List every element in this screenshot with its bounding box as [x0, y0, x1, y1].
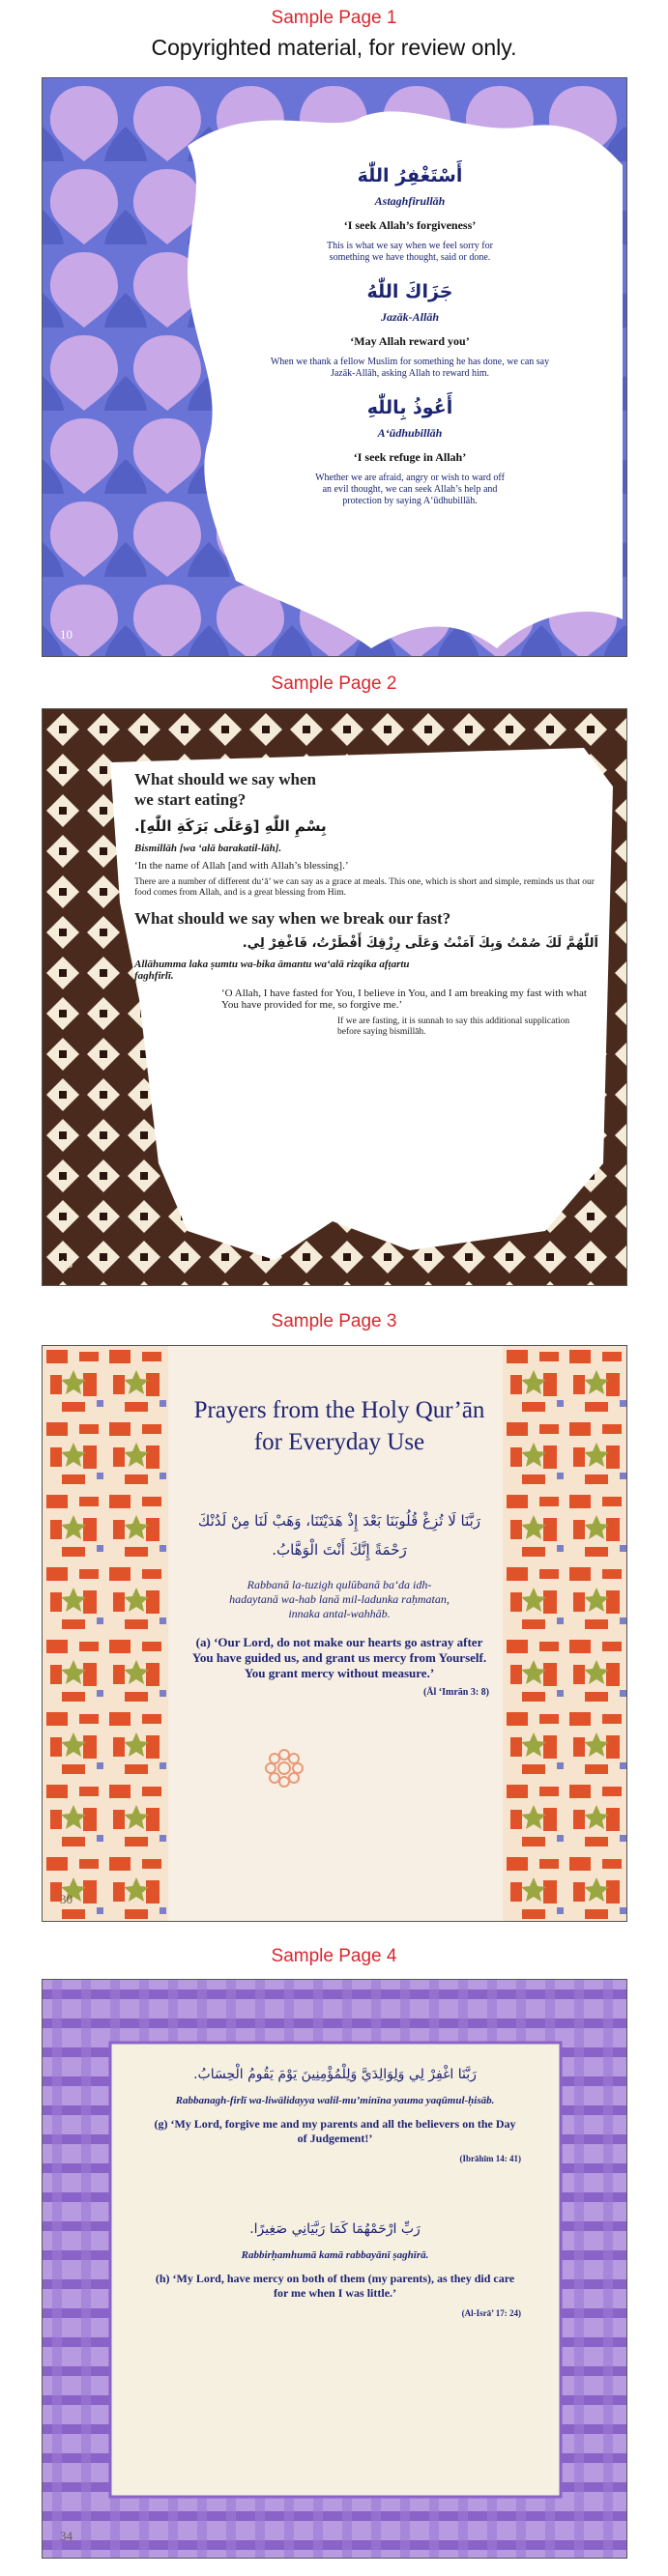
quran-reference: (Al-Isrā’ 17: 24) — [461, 2308, 521, 2318]
entry-g — [149, 2067, 521, 2163]
page-number: 16 — [60, 1256, 73, 1271]
page2-text-block — [134, 769, 598, 1047]
page1-text-block — [207, 165, 613, 525]
description: This is what we say when we feel sorry for something we have thought, said or done. — [327, 241, 493, 263]
page-number: 34 — [60, 2529, 73, 2543]
quran-reference: (Āl ‘Imrān 3: 8) — [422, 1687, 489, 1698]
transliteration: Allāhumma laka ṣumtu wa-bika āmantu wa‘alā rizqika afṭartu faghfirlī. — [134, 959, 410, 982]
page-title: Prayers from the Holy Qur’ān for Everyday Use — [193, 1397, 485, 1455]
transliteration: Rabbirḥamhumā kamā rabbayānī ṣaghīrā. — [241, 2249, 429, 2261]
entry-astaghfirullah — [207, 165, 613, 264]
english-translation: ‘O Allah, I have fasted for You, I believe in You, and I am breaking my fast with what You have provided for me, so forgive me.’ — [221, 987, 587, 1011]
heading-break-fast: What should we say when we break our fast? — [134, 909, 451, 928]
sample-page-3 — [42, 1345, 627, 1922]
description: Whether we are afraid, angry or wish to ward off an evil thought, we can seek Allah’s help and protection by saying A‘ūdhubillāh. — [315, 472, 505, 506]
entry-h — [149, 2221, 521, 2318]
english-translation: (g) ‘My Lord, forgive me and my parents and all the believers on the Day of Judgement!’ — [154, 2117, 516, 2145]
rosette-ornament-icon — [263, 1747, 305, 1789]
description: If we are fasting, it is sunnah to say this additional supplication before saying bismillāh. — [337, 1016, 570, 1037]
arabic-text: جَزَاكَ اللّٰهُ — [366, 281, 453, 302]
sample-page-4 — [42, 1979, 627, 2559]
quran-reference: (Ibrāhīm 14: 41) — [459, 2154, 521, 2163]
transliteration: Rabbanagh-firlī wa-liwālidayya walil-mu’minīna yauma yaqūmul-ḥisāb. — [175, 2095, 495, 2106]
sample-page-3-label: Sample Page 3 — [271, 1311, 397, 1331]
english-translation: ‘May Allah reward you’ — [350, 334, 470, 348]
left-geometric-strip — [43, 1346, 168, 1922]
page-number: 30 — [60, 1892, 73, 1906]
page3-text-block — [189, 1394, 489, 1698]
entry-audhubillah — [207, 397, 613, 507]
copyright-notice: Copyrighted material, for review only. — [151, 35, 517, 60]
arabic-text: رَبَّنَا اغْفِرْ لِي وَلِوَالِدَيَّ وَلِلْمُؤْمِنِينَ يَوْمَ يَقُومُ الْحِسَابُ. — [193, 2067, 477, 2082]
sample-page-2-label: Sample Page 2 — [271, 673, 397, 694]
arabic-text: رَبِّ ارْحَمْهُمَا كَمَا رَبَّيَانِي صَغِيرًا. — [249, 2221, 421, 2237]
entry-jazakallah — [207, 281, 613, 380]
arabic-text: أَسْتَغْفِرُ اللّٰهَ — [357, 165, 463, 186]
right-geometric-strip — [503, 1346, 626, 1922]
description: When we thank a fellow Muslim for something he has done, we can say Jazāk-Allāh, asking Allah to reward him. — [270, 357, 550, 379]
transliteration: Astaghfirullāh — [374, 194, 446, 208]
english-translation: (a) ‘Our Lord, do not make our hearts go astray after You have guided us, and grant us mercy from Yourself. You grant mercy without measure.’ — [191, 1635, 487, 1680]
sample-page-4-label: Sample Page 4 — [271, 1946, 397, 1966]
arabic-text: رَبَّنَا لَا تُزِغْ قُلُوبَنَا بَعْدَ إِذْ هَدَيْتَنَا، وَهَبْ لَنَا مِنْ لَدُنْكَ رَحْمَةً إِنَّكَ أَنْتَ الْوَهَّابُ. — [197, 1512, 481, 1559]
sample-page-1 — [42, 77, 627, 657]
sample-page-2 — [42, 708, 627, 1286]
description: There are a number of different du‘ā’ we can say as a grace at meals. This one, which is short and simple, reminds us that our food comes from Allah, and is a great blessing from Him. — [134, 877, 595, 898]
english-translation: ‘I seek refuge in Allah’ — [353, 450, 467, 464]
transliteration: A‘ūdhubillāh — [377, 426, 443, 440]
english-translation: (h) ‘My Lord, have mercy on both of them (my parents), as they did care for me when I was little.’ — [155, 2272, 515, 2300]
english-translation: ‘In the name of Allah [and with Allah’s blessing].’ — [134, 860, 349, 872]
transliteration: Rabbanā la-tuzigh qulūbanā ba‘da idh-hadaytanā wa-hab lanā mil-ladunka raḥmatan, innaka antal-wahhāb. — [229, 1578, 450, 1620]
page4-text-block — [149, 2067, 521, 2376]
page-number: 10 — [60, 627, 73, 642]
transliteration: Jazāk-Allāh — [380, 310, 439, 324]
sample-page-1-label: Sample Page 1 — [271, 8, 397, 28]
transliteration: Bismillāh [wa ‘alā barakatil-lāh]. — [134, 843, 282, 854]
english-translation: ‘I seek Allah’s forgiveness’ — [343, 218, 477, 232]
heading-start-eating: What should we say when we start eating? — [134, 770, 316, 809]
arabic-bismillah: بِسْمِ اللّٰهِ [وَعَلَى بَرَكَةِ اللّٰهِ]. — [134, 817, 327, 835]
arabic-text: أَعُوذُ بِاللّٰهِ — [366, 397, 453, 418]
arabic-iftar: اَللّٰهُمَّ لَكَ صُمْتُ وَبِكَ آمَنْتُ وَعَلَى رِزْقِكَ أَفْطَرْتُ، فَاغْفِرْ لِي. — [242, 936, 598, 951]
